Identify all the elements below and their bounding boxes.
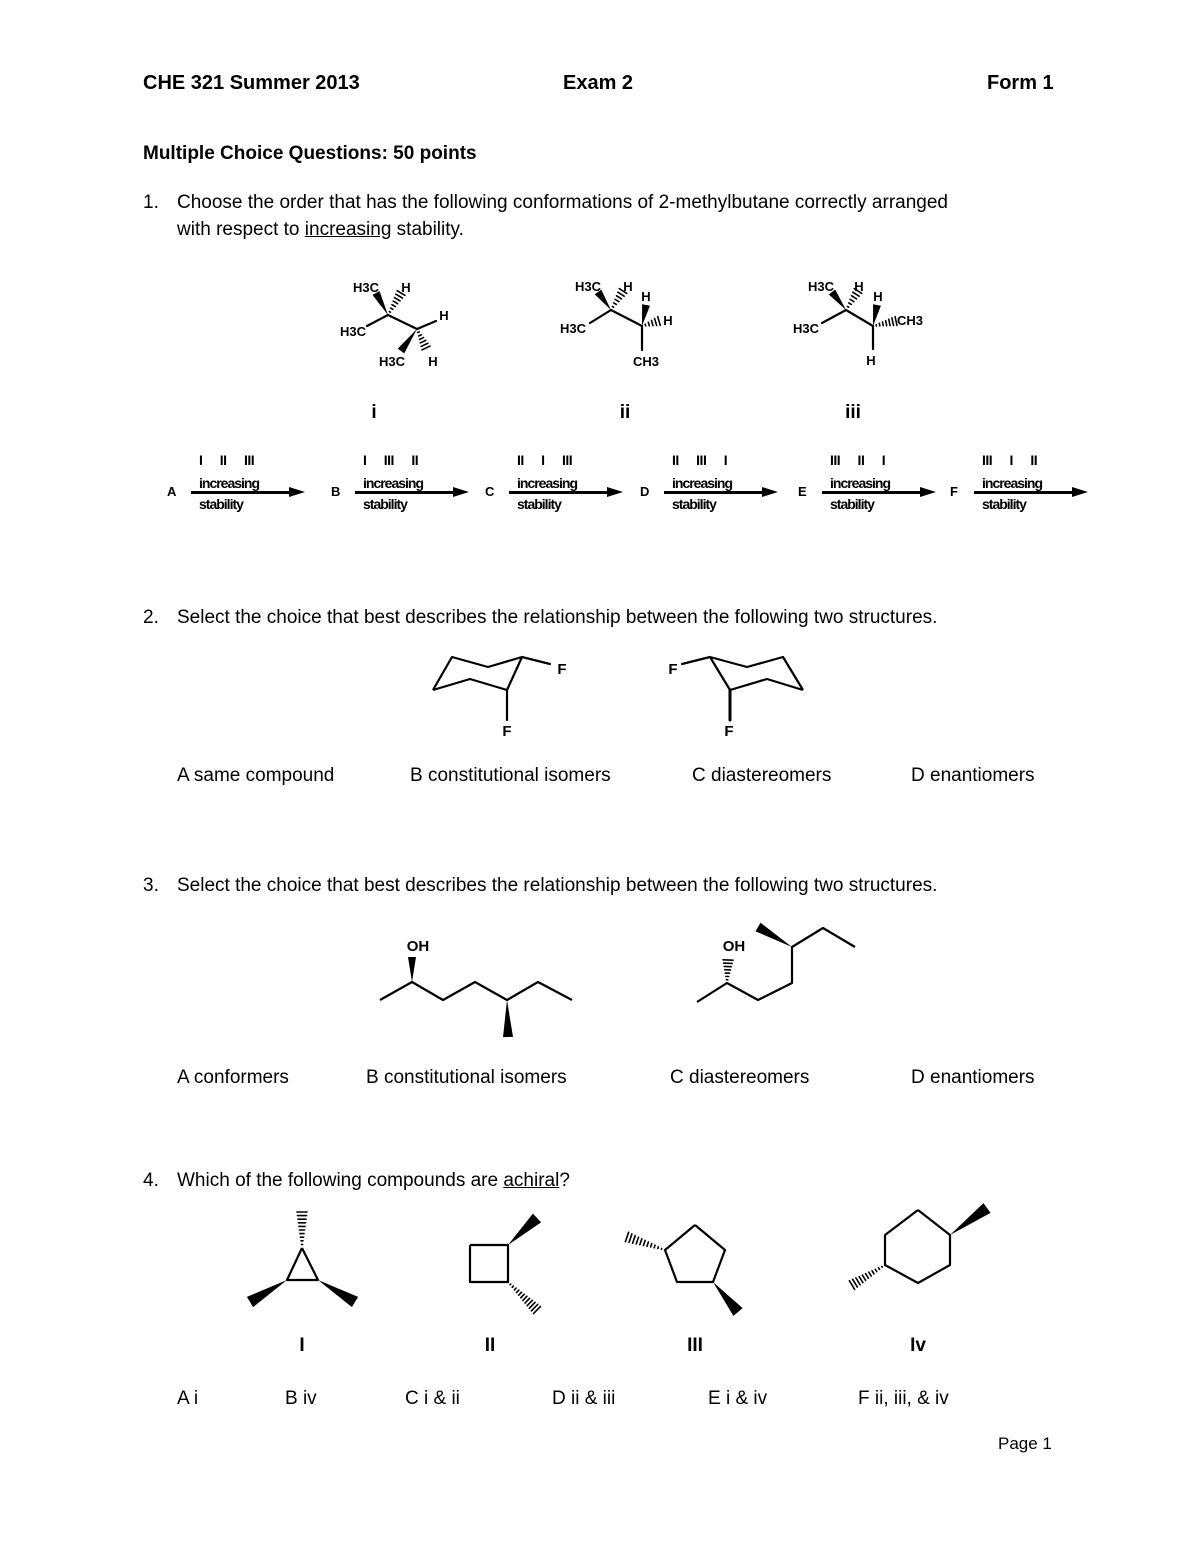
bond-line	[866, 1274, 869, 1279]
compound-label-4: Iv	[910, 1335, 926, 1356]
course-title: CHE 321 Summer 2013	[143, 72, 360, 94]
q2-choice-b[interactable]: B constitutional isomers	[410, 765, 611, 786]
bond-line	[510, 1284, 511, 1285]
arrow-label-bottom: stability	[982, 496, 1026, 512]
compound-label-1: I	[299, 1335, 305, 1356]
atom-label: H	[623, 279, 633, 294]
ring-bonds	[885, 1210, 950, 1283]
wedge-bond	[713, 1282, 743, 1316]
bond-line	[647, 1242, 648, 1246]
ring-bonds	[287, 1248, 318, 1280]
bond-line	[519, 1292, 522, 1295]
atom-label: H3C	[574, 279, 602, 294]
q4-choice-a[interactable]: A i	[177, 1388, 199, 1409]
arrow-label-top: increasing	[830, 475, 891, 491]
q4-choice-d[interactable]: D ii & iii	[552, 1388, 616, 1409]
bond-line	[525, 1298, 530, 1303]
choice-letter: E	[798, 484, 807, 499]
atom-label: H	[428, 354, 438, 369]
bond-line	[367, 315, 388, 326]
q1-underlined: increasing	[304, 219, 392, 240]
choice-order: I II III	[199, 452, 255, 468]
q3-choice-c[interactable]: C diastereomers	[670, 1067, 810, 1088]
choice-order: III II I	[830, 452, 886, 468]
atom-label: H3C	[339, 324, 367, 339]
bond-line	[822, 310, 846, 323]
q1-number: 1.	[143, 192, 159, 213]
bond-line	[658, 317, 661, 326]
bond-line	[658, 1247, 659, 1249]
page-number: Page 1	[998, 1434, 1052, 1453]
structure-label-ii: ii	[619, 402, 631, 423]
bond-line	[633, 1235, 636, 1243]
q4-text-a: Which of the following compounds are	[177, 1170, 504, 1191]
section-title: Multiple Choice Questions: 50 points	[143, 143, 477, 164]
bond-line	[655, 319, 657, 326]
ring-bonds	[433, 657, 522, 690]
structure-label-i: i	[371, 402, 377, 423]
ring-bonds	[470, 1245, 508, 1282]
bond-line	[886, 321, 887, 326]
wedge-bond	[755, 923, 792, 947]
choice-letter: B	[331, 484, 341, 499]
bond-line	[850, 299, 854, 301]
compound-label-3: III	[687, 1335, 703, 1356]
bond-line	[392, 305, 395, 307]
atom-label: F	[502, 723, 512, 740]
bond-line	[846, 310, 873, 326]
choice-order: III I II	[982, 452, 1038, 468]
bond-line	[869, 1272, 871, 1276]
bond-line	[514, 1288, 516, 1290]
atom-label: F	[557, 661, 567, 678]
form-label: Form 1	[987, 72, 1054, 94]
bond-line	[418, 332, 419, 333]
bond-line	[611, 310, 642, 326]
bond-line	[682, 657, 710, 664]
bond-line	[419, 335, 422, 336]
bond-line	[625, 1232, 628, 1241]
bond-line	[521, 1294, 524, 1298]
wedge-bond	[503, 1000, 513, 1037]
q2-choice-a[interactable]: A same compound	[177, 765, 335, 786]
bond-line	[847, 306, 848, 307]
arrow-label-bottom: stability	[199, 496, 243, 512]
atom-label: H3C	[792, 321, 820, 336]
q2-text: Select the choice that best describes the relationship between the following two structures.	[177, 607, 938, 628]
q4-underlined: achiral	[503, 1170, 560, 1191]
bond-line	[872, 1271, 874, 1274]
arrow-label-bottom: stability	[517, 496, 561, 512]
wedge-bond	[398, 329, 417, 353]
atom-label: H	[663, 313, 673, 328]
q3-choice-a[interactable]: A conformers	[177, 1067, 289, 1088]
q4-choice-c[interactable]: C i & ii	[405, 1388, 460, 1409]
bond-line	[879, 323, 880, 326]
q1-text-b: stability.	[391, 219, 464, 240]
bond-line	[849, 303, 852, 305]
bond-line	[422, 346, 430, 350]
arrow-label-top: increasing	[517, 475, 578, 491]
wedge-bond	[318, 1280, 358, 1307]
atom-label: H3C	[378, 354, 406, 369]
bond-line	[612, 306, 613, 307]
exam-title: Exam 2	[563, 72, 634, 94]
compound-label-2: II	[484, 1335, 496, 1356]
atom-label: H3C	[352, 280, 380, 295]
bond-line	[417, 321, 436, 329]
q4-choice-f[interactable]: F ii, iii, & iv	[858, 1388, 949, 1409]
bond-line	[512, 1286, 513, 1287]
bond-line	[522, 657, 550, 664]
atom-label: H	[866, 353, 876, 368]
arrow-label-top: increasing	[982, 475, 1043, 491]
q1-text-a: with respect to	[177, 219, 305, 240]
wedge-bond	[408, 957, 416, 982]
atom-label: H3C	[559, 321, 587, 336]
arrow-label-top: increasing	[363, 475, 424, 491]
bond-line	[391, 308, 393, 309]
q4-text-b: ?	[559, 1170, 570, 1191]
atom-label: F	[668, 661, 678, 678]
bond-line	[856, 1278, 860, 1285]
atom-label: H	[641, 289, 651, 304]
bond-line	[643, 1240, 645, 1245]
ring-bonds	[710, 657, 803, 690]
bond-line	[421, 343, 428, 346]
atom-label: H	[873, 289, 883, 304]
bond-line	[517, 1290, 519, 1292]
atom-label: F	[724, 723, 734, 740]
arrow-label-bottom: stability	[363, 496, 407, 512]
q3-number: 3.	[143, 875, 159, 896]
bond-line	[882, 322, 883, 326]
ring-bonds	[380, 982, 572, 1000]
q4-choice-b[interactable]: B iv	[285, 1388, 317, 1409]
wedge-bond	[950, 1203, 991, 1235]
choice-order: II I III	[517, 452, 573, 468]
q2-choice-c[interactable]: C diastereomers	[692, 765, 832, 786]
choice-order: I III II	[363, 452, 419, 468]
bond-line	[388, 315, 417, 329]
atom-label: OH	[722, 938, 746, 955]
bond-line	[862, 1275, 865, 1280]
atom-label: CH3	[632, 354, 660, 369]
atom-label: H	[401, 280, 411, 295]
bond-line	[629, 1234, 632, 1243]
choice-letter: A	[167, 484, 177, 499]
q2-choice-d[interactable]: D enantiomers	[911, 765, 1035, 786]
bond-line	[648, 322, 649, 325]
bond-line	[389, 312, 390, 313]
wedge-bond	[508, 1214, 541, 1245]
wedge-bond	[247, 1280, 287, 1307]
q3-text: Select the choice that best describes the relationship between the following two structures.	[177, 875, 938, 896]
bond-line	[616, 296, 621, 299]
atom-label: H	[439, 308, 449, 323]
atom-label: H	[854, 279, 864, 294]
arrow-label-bottom: stability	[830, 496, 874, 512]
arrow-label-top: increasing	[199, 475, 260, 491]
atom-label: H3C	[807, 279, 835, 294]
bond-line	[892, 318, 894, 326]
bond-line	[590, 310, 611, 323]
q1-text: Choose the order that has the following conformations of 2-methylbutane correctly arranged	[177, 192, 948, 213]
bond-line	[614, 303, 617, 305]
bond-line	[651, 320, 653, 325]
bond-line	[875, 1269, 876, 1271]
ring-bonds	[665, 1225, 725, 1282]
bond-line	[889, 319, 890, 325]
bond-line	[615, 299, 619, 301]
q2-number: 2.	[143, 607, 159, 628]
bond-line	[523, 1296, 527, 1300]
arrow-label-top: increasing	[672, 475, 733, 491]
atom-label: OH	[406, 938, 430, 955]
bond-line	[420, 340, 425, 343]
choice-order: II III I	[672, 452, 728, 468]
bond-line	[395, 298, 401, 301]
bond-line	[654, 1245, 655, 1248]
bond-line	[645, 324, 646, 326]
bond-line	[636, 1237, 638, 1244]
structure-label-iii: iii	[845, 402, 861, 423]
choice-letter: D	[640, 484, 650, 499]
bond-line	[393, 301, 397, 304]
choice-letter: F	[950, 484, 958, 499]
arrow-label-bottom: stability	[672, 496, 716, 512]
bond-line	[879, 1268, 880, 1270]
choice-letter: C	[485, 484, 495, 499]
atom-label: CH3	[896, 313, 924, 328]
bond-line	[419, 338, 423, 340]
q3-choice-b[interactable]: B constitutional isomers	[366, 1067, 567, 1088]
q3-choice-d[interactable]: D enantiomers	[911, 1067, 1035, 1088]
q4-choice-e[interactable]: E i & iv	[708, 1388, 768, 1409]
q4-number: 4.	[143, 1170, 159, 1191]
bond-line	[651, 1244, 652, 1247]
bond-line	[640, 1239, 642, 1245]
bond-line	[859, 1276, 863, 1282]
bond-line	[851, 296, 856, 299]
